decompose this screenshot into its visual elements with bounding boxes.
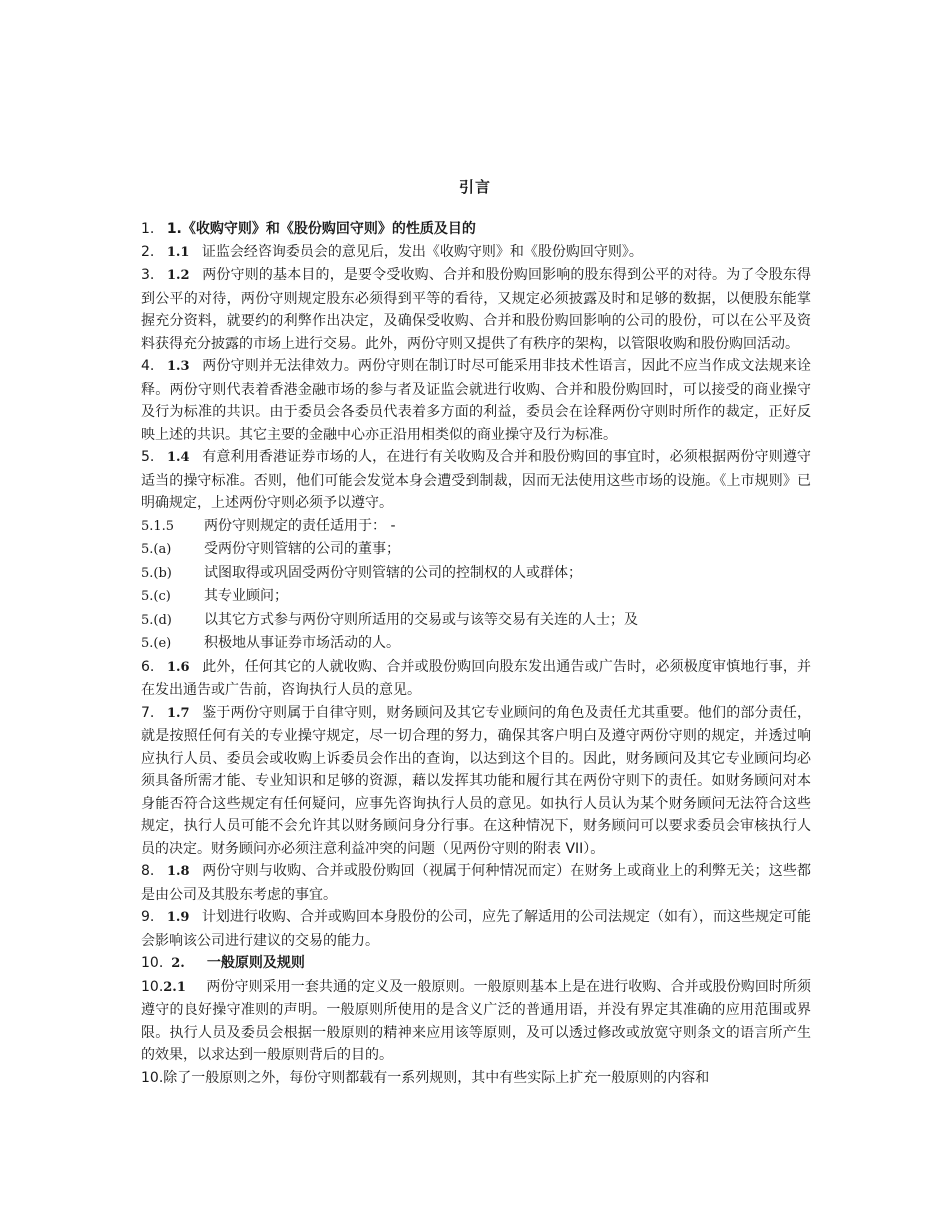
list-number: 10. <box>141 1069 164 1086</box>
paragraph-2-2 <box>141 1067 811 1090</box>
paragraph-text: 此外，任何其它的人就收购、合并或股份购回向股东发出通告或广告时，必须极度审慎地行事，并在发出通告或广告前，咨询执行人员的意见。 <box>141 658 812 698</box>
list-item-d <box>141 609 811 633</box>
paragraph-text: 除了一般原则之外，每份守则都载有一系列规则，其中有些实际上扩充一般原则的内容和 <box>163 1069 710 1086</box>
paragraph-text: 两份守则并无法律效力。两份守则在制订时尽可能采用非技术性语言，因此不应当作成文法规来诠释。两份守则代表着香港金融市场的参与者及证监会就进行收购、合并和股份购回时，可以接受的商业操守及行为标准的共识。由于委员会各委员代表着多方面的利益，委员会在诠释两份守则时所作的裁定，正好反映上述的共识。其它主要的金融中心亦正沿用相类似的商业操守及行为标准。 <box>141 358 812 443</box>
paragraph-1-5 <box>141 515 811 539</box>
section-number: 1.7 <box>166 705 190 721</box>
section-heading-1 <box>141 218 811 241</box>
paragraph-text: 两份守则的基本目的，是要令受收购、合并和股份购回影响的股东得到公平的对待。为了令股东得到公平的对待，两份守则规定股东必须得到平等的看待，又规定必须披露及时和足够的数据，以便股东能掌握充分资料，就要约的利弊作出决定，及确保受收购、合并和股份购回影响的公司的股份，可以在公平及资料获得充分披露的市场上进行交易。此外，两份守则又提供了有秩序的架构，以管限收购和股份购回活动。 <box>141 267 812 352</box>
list-item-text: 积极地从事证券市场活动的人。 <box>204 635 400 651</box>
paragraph-1-4 <box>141 446 811 515</box>
paragraph-1-6 <box>141 656 811 702</box>
list-marker: 5.(d) <box>141 612 172 628</box>
list-item-text: 其专业顾问； <box>204 588 288 604</box>
list-marker: 5.(e) <box>141 636 172 651</box>
list-number: 6. <box>141 658 155 675</box>
paragraph-1-3 <box>141 355 811 446</box>
section-number: 2. <box>171 956 185 971</box>
section-number: 1.8 <box>166 864 190 879</box>
section-number: 1.1 <box>166 244 190 260</box>
section-heading-text: 一般原则及规则 <box>206 955 305 971</box>
section-number: 1.6 <box>166 659 190 675</box>
section-number: 1.3 <box>166 359 190 374</box>
paragraph-1-8 <box>141 860 811 906</box>
list-number: 1. <box>141 221 155 237</box>
list-number: 9. <box>141 909 155 925</box>
paragraph-1-2 <box>141 264 811 355</box>
list-number: 3. <box>141 267 155 283</box>
list-number: 8. <box>141 863 155 879</box>
list-item-a <box>141 538 811 562</box>
paragraph-text: 有意利用香港证券市场的人，在进行有关收购及合并和股份购回的事宜时，必须根据两份守则遵守适当的操守标准。否则，他们可能会发觉本身会遭受到制裁，因而无法使用这些市场的设施。《上市规则》已明确规定，上述两份守则必须予以遵守。 <box>141 449 812 511</box>
list-number: 2. <box>141 243 155 260</box>
list-marker: 5.1.5 <box>141 518 175 534</box>
list-marker: 5.(c) <box>141 589 171 604</box>
section-number: 1.4 <box>166 450 190 465</box>
paragraph-text: 两份守则与收购、合并或股份购回（视属于何种情况而定）在财务上或商业上的利弊无关；这些都是由公司及其股东考虑的事宜。 <box>141 863 812 903</box>
section-number: 1. <box>166 221 182 237</box>
section-number: 1.9 <box>166 910 190 925</box>
paragraph-1-9 <box>141 906 811 952</box>
list-number: 5. <box>141 449 155 465</box>
list-number: 10. <box>141 978 164 995</box>
paragraph-text: 鉴于两份守则属于自律守则，财务顾问及其它专业顾问的角色及责任尤其重要。他们的部分责任，就是按照任何有关的专业操守规定，尽一切合理的努力，确保其客户明白及遵守两份守则的规定，并透过响应执行人员、委员会或收购上诉委员会作出的查询，以达到这个目的。因此，财务顾问及其它专业顾问均必须具备所需才能、专业知识和足够的资源，藉以发挥其功能和履行其在两份守则下的责任。如财务顾问对本身能否符合这些规定有任何疑问，应事先咨询执行人员的意见。如执行人员认为某个财务顾问无法符合这些规定，执行人员可能不会允许其以财务顾问身分行事。在这种情况下，财务顾问可以要求委员会审核执行人员的决定。财务顾问亦必须注意利益冲突的问题（见两份守则的附表 VII）。 <box>141 704 812 857</box>
paragraph-1-1 <box>141 241 811 265</box>
list-item-c <box>141 585 811 609</box>
section-number: 2.1 <box>163 979 186 995</box>
list-number: 10. <box>141 955 164 971</box>
list-number: 4. <box>141 358 155 374</box>
paragraph-text: 计划进行收购、合并或购回本身股份的公司，应先了解适用的公司法规定（如有），而这些规定可能会影响该公司进行建议的交易的能力。 <box>141 909 811 949</box>
section-heading-2 <box>141 952 811 976</box>
list-marker: 5.(a) <box>141 542 172 557</box>
document-body <box>141 218 811 1089</box>
paragraph-text: 证监会经咨询委员会的意见后，发出《收购守则》和《股份购回守则》。 <box>201 243 643 260</box>
paragraph-text: 两份守则采用一套共通的定义及一般原则。一般原则基本上是在进行收购、合并或股份购回时所须遵守的良好操守准则的声明。一般原则所使用的是含义广泛的普通用语，并没有界定其准确的应用范围或界限。执行人员及委员会根据一般原则的精神来应用该等原则，及可以透过修改或放宽守则条文的语言所产生的效果，以求达到一般原则背后的目的。 <box>141 978 811 1063</box>
page-title: 引言 <box>458 178 491 196</box>
list-item-b <box>141 562 811 586</box>
section-heading-text: 《收购守则》和《股份购回守则》的性质及目的 <box>181 221 476 237</box>
paragraph-2-1 <box>141 976 811 1067</box>
list-item-text: 试图取得或巩固受两份守则管辖的公司的控制权的人或群体； <box>204 564 582 581</box>
list-marker: 5.(b) <box>141 565 172 581</box>
list-number: 7. <box>141 704 155 721</box>
paragraph-1-7 <box>141 702 811 861</box>
list-item-text: 以其它方式参与两份守则所适用的交易或与该等交易有关连的人士；及 <box>204 611 638 628</box>
list-item-e <box>141 632 811 656</box>
section-number: 1.2 <box>166 268 190 283</box>
list-item-text: 受两份守则管辖的公司的董事； <box>204 541 400 557</box>
list-item-text: 两份守则规定的责任适用于： - <box>204 517 396 534</box>
